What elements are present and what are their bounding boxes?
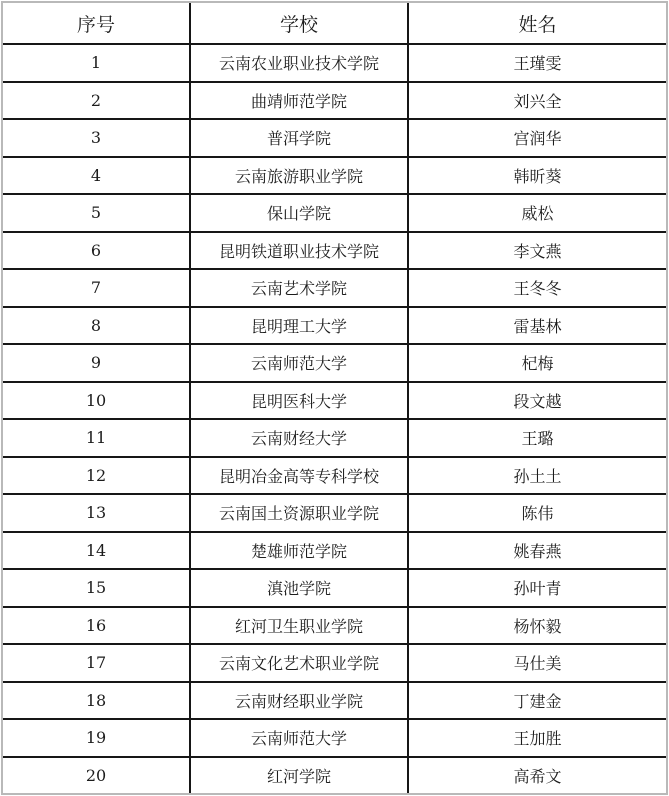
table-cell-name: 孙土土 [408, 457, 667, 495]
table-cell-name: 丁建金 [408, 682, 667, 720]
table-cell-school: 普洱学院 [190, 119, 408, 157]
header-cell-name: 姓名 [408, 2, 667, 44]
table-cell-index: 8 [2, 307, 190, 345]
table-cell-school: 昆明理工大学 [190, 307, 408, 345]
table-row [2, 44, 667, 82]
table-cell-name: 韩昕葵 [408, 157, 667, 195]
table-cell-school: 云南师范大学 [190, 719, 408, 757]
table-row [2, 269, 667, 307]
table-cell-name: 姚春燕 [408, 532, 667, 570]
table-cell-name: 杨怀毅 [408, 607, 667, 645]
table-row [2, 457, 667, 495]
table-row [2, 569, 667, 607]
table-cell-name: 马仕美 [408, 644, 667, 682]
table-header [2, 2, 667, 44]
table-cell-index: 2 [2, 82, 190, 120]
table-cell-index: 1 [2, 44, 190, 82]
table-row [2, 757, 667, 795]
table-cell-school: 滇池学院 [190, 569, 408, 607]
table-row [2, 644, 667, 682]
table-cell-index: 12 [2, 457, 190, 495]
table-cell-school: 昆明铁道职业技术学院 [190, 232, 408, 270]
table-cell-index: 6 [2, 232, 190, 270]
table-cell-school: 云南文化艺术职业学院 [190, 644, 408, 682]
table-row [2, 682, 667, 720]
table-cell-name: 陈伟 [408, 494, 667, 532]
table-row [2, 532, 667, 570]
table-cell-school: 云南国土资源职业学院 [190, 494, 408, 532]
table-cell-index: 3 [2, 119, 190, 157]
table-cell-index: 15 [2, 569, 190, 607]
table-cell-index: 10 [2, 382, 190, 420]
table-row [2, 307, 667, 345]
table-cell-school: 昆明冶金高等专科学校 [190, 457, 408, 495]
table-cell-index: 13 [2, 494, 190, 532]
table-cell-index: 19 [2, 719, 190, 757]
table-cell-name: 高希文 [408, 757, 667, 795]
table-row [2, 232, 667, 270]
table-row [2, 719, 667, 757]
table-cell-index: 16 [2, 607, 190, 645]
table-cell-school: 红河卫生职业学院 [190, 607, 408, 645]
header-cell-school: 学校 [190, 2, 408, 44]
table-cell-index: 17 [2, 644, 190, 682]
table-row [2, 119, 667, 157]
table-row [2, 82, 667, 120]
table-cell-school: 楚雄师范学院 [190, 532, 408, 570]
header-row [2, 2, 667, 44]
table-cell-index: 4 [2, 157, 190, 195]
table-cell-school: 云南旅游职业学院 [190, 157, 408, 195]
table-body [2, 44, 667, 794]
table-cell-name: 王瑾雯 [408, 44, 667, 82]
table-cell-school: 云南财经职业学院 [190, 682, 408, 720]
table-cell-school: 云南师范大学 [190, 344, 408, 382]
table-row [2, 157, 667, 195]
table-cell-school: 云南农业职业技术学院 [190, 44, 408, 82]
table-cell-name: 杞梅 [408, 344, 667, 382]
table-cell-school: 云南艺术学院 [190, 269, 408, 307]
table-cell-school: 红河学院 [190, 757, 408, 795]
table-cell-school: 云南财经大学 [190, 419, 408, 457]
table-cell-index: 11 [2, 419, 190, 457]
header-cell-index: 序号 [2, 2, 190, 44]
table-cell-name: 孙叶青 [408, 569, 667, 607]
table-cell-school: 昆明医科大学 [190, 382, 408, 420]
table-cell-name: 王璐 [408, 419, 667, 457]
table-cell-index: 20 [2, 757, 190, 795]
table-row [2, 419, 667, 457]
table-cell-index: 14 [2, 532, 190, 570]
table-row [2, 194, 667, 232]
table-row [2, 382, 667, 420]
table-cell-name: 威松 [408, 194, 667, 232]
table-cell-name: 雷基林 [408, 307, 667, 345]
table-cell-school: 保山学院 [190, 194, 408, 232]
table-row [2, 494, 667, 532]
table-cell-name: 王冬冬 [408, 269, 667, 307]
table-cell-index: 9 [2, 344, 190, 382]
table-cell-name: 李文燕 [408, 232, 667, 270]
table-cell-name: 王加胜 [408, 719, 667, 757]
table-cell-index: 5 [2, 194, 190, 232]
table-row [2, 344, 667, 382]
table-cell-name: 刘兴全 [408, 82, 667, 120]
table-cell-name: 宫润华 [408, 119, 667, 157]
table-cell-index: 7 [2, 269, 190, 307]
roster-table [1, 1, 668, 795]
table-cell-index: 18 [2, 682, 190, 720]
table-cell-school: 曲靖师范学院 [190, 82, 408, 120]
table-row [2, 607, 667, 645]
table-cell-name: 段文越 [408, 382, 667, 420]
table-frame [1, 1, 668, 795]
